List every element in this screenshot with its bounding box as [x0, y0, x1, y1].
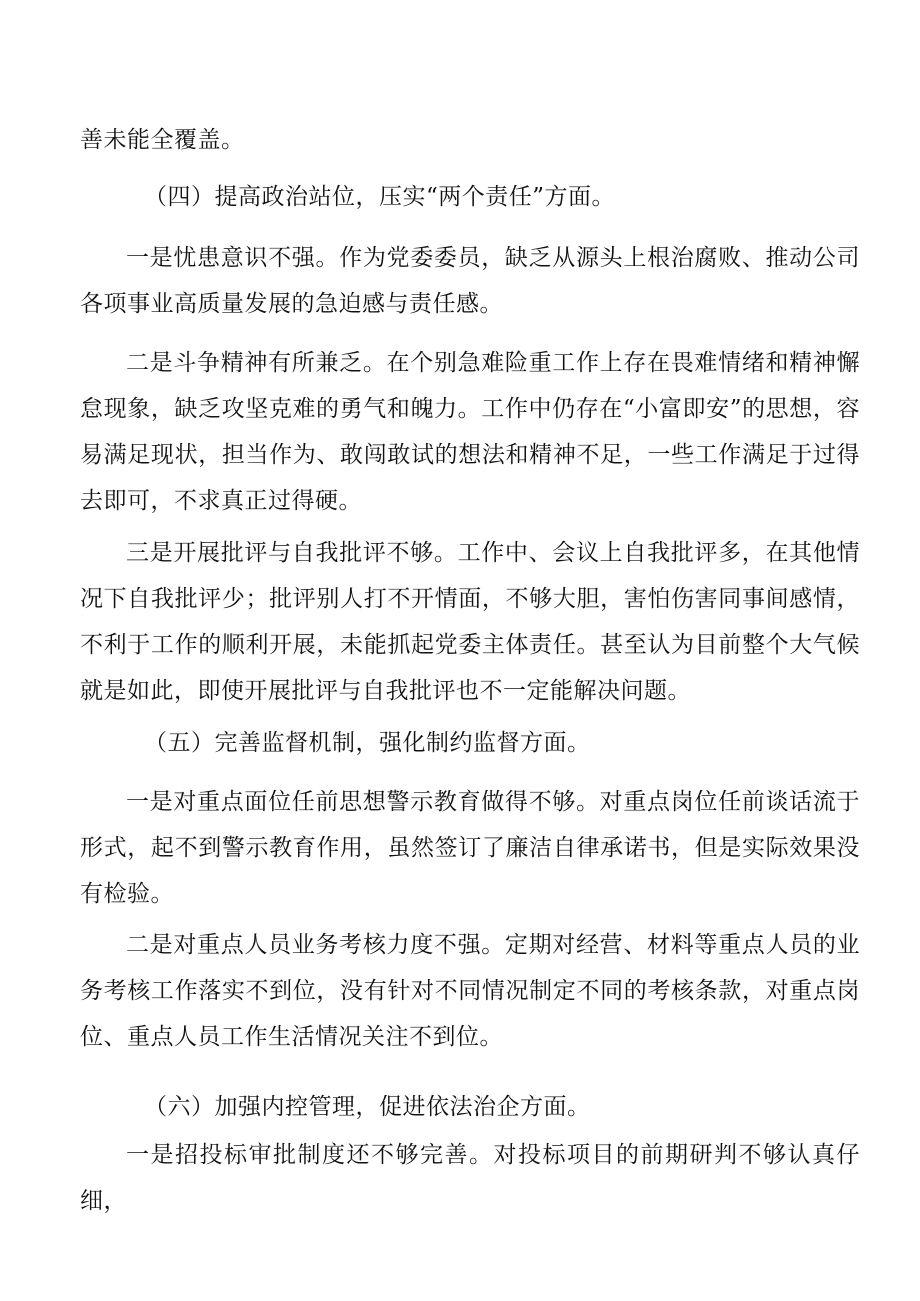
paragraph-item-4: 一是对重点面位任前思想警示教育做得不够。对重点岗位任前谈话流于形式，起不到警示教育作用，虽然签订了廉洁自律承诺书，但是实际效果没有检验。 [80, 789, 860, 907]
paragraph-item-3: 三是开展批评与自我批评不够。工作中、会议上自我批评多，在其他情况下自我批评少；批评别人打不开情面，不够大胆，害怕伤害同事间感情，不利于工作的顺利开展，未能抓起党委主体责任。甚至认为目前整个大气候就是如此，即使开展批评与自我批评也不一定能解决问题。 [80, 540, 860, 704]
paragraph-continuation: 善未能全覆盖。 [80, 127, 245, 153]
section-heading-5: （五）完善监督机制，强化制约监督方面。 [144, 730, 591, 756]
section-heading-6: （六）加强内控管理，促进依法治企方面。 [144, 1094, 591, 1120]
paragraph-item-5: 二是对重点人员业务考核力度不强。定期对经营、材料等重点人员的业务考核工作落实不到位，没有针对不同情况制定不同的考核条款，对重点岗位、重点人员工作生活情况关注不到位。 [80, 932, 860, 1050]
section-heading-4: （四）提高政治站位，压实“两个责任”方面。 [144, 184, 616, 210]
paragraph-item-1: 一是忧患意识不强。作为党委委员，缺乏从源头上根治腐败、推动公司各项事业高质量发展的急迫感与责任感。 [80, 245, 860, 317]
paragraph-item-6: 一是招投标审批制度还不够完善。对投标项目的前期研判不够认真仔细， [80, 1142, 860, 1214]
paragraph-item-2: 二是斗争精神有所兼乏。在个别急难险重工作上存在畏难情绪和精神懈怠现象，缺乏攻坚克难的勇气和魄力。工作中仍存在“小富即安”的思想，容易满足现状，担当作为、敢闯敢试的想法和精神不足，一些工作满足于过得去即可，不求真正过得硬。 [80, 350, 860, 514]
